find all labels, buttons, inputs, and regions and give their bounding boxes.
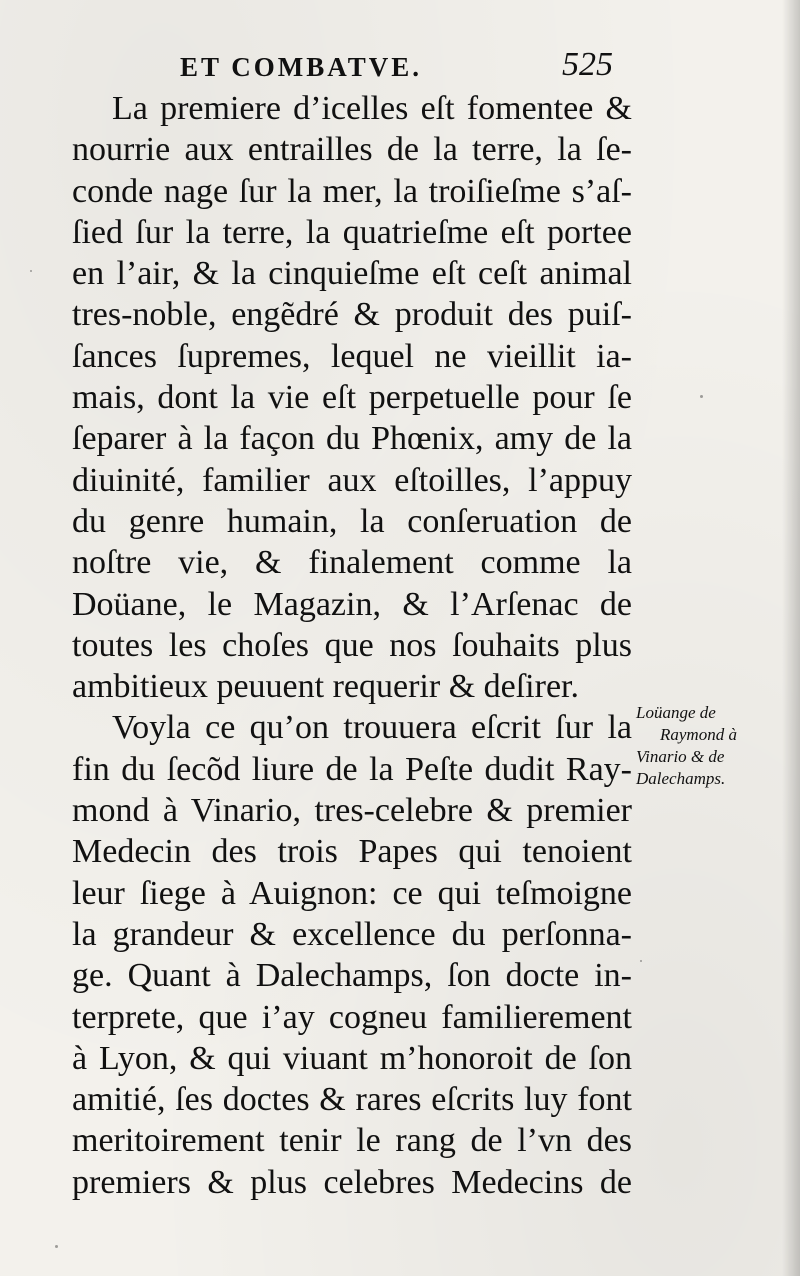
text-line: ſances ſupremes, lequel ne vieillit ia- bbox=[72, 337, 632, 375]
text-line: leur ſiege à Auignon: ce qui teſmoigne bbox=[72, 874, 632, 912]
text-line: Voyla ce qu’on trouuera eſcrit ſur la bbox=[112, 709, 632, 747]
margin-note-line: Loüange de bbox=[636, 703, 716, 722]
text-line: diuinité, familier aux eſtoilles, l’appuy bbox=[72, 461, 632, 499]
text-line: mais, dont la vie eſt perpetuelle pour ſe bbox=[72, 379, 632, 417]
page-edge-shadow bbox=[782, 0, 800, 1276]
margin-note-line: Dalechamps. bbox=[636, 769, 726, 788]
text-line: premiers & plus celebres Medecins de bbox=[72, 1163, 632, 1201]
text-line: à Lyon, & qui viuant m’honoroit de ſon bbox=[72, 1039, 632, 1077]
text-line: noſtre vie, & finalement comme la bbox=[72, 544, 632, 582]
text-line: amitié, ſes doctes & rares eſcrits luy font bbox=[72, 1081, 632, 1119]
text-line: du genre humain, la conſeruation de bbox=[72, 502, 632, 540]
margin-note-line: Raymond à bbox=[660, 725, 737, 744]
paper-speck bbox=[640, 960, 642, 962]
page-number: 525 bbox=[562, 46, 613, 83]
text-line: La premiere d’icelles eſt fomentee & bbox=[112, 90, 632, 127]
text-line: ge. Quant à Dalechamps, ſon docte in- bbox=[72, 957, 632, 995]
paper-speck bbox=[700, 395, 703, 398]
text-line: toutes les choſes que nos ſouhaits plus bbox=[72, 626, 632, 664]
text-line: Medecin des trois Papes qui tenoient bbox=[72, 833, 632, 871]
margin-note-line: Vinario & de bbox=[636, 747, 725, 766]
text-line: meritoirement tenir le rang de l’vn des bbox=[72, 1122, 632, 1160]
text-line: la grandeur & excellence du perſonna- bbox=[72, 915, 632, 953]
text-line: ſeparer à la façon du Phœnix, amy de la bbox=[72, 420, 632, 458]
running-title: ET COMBATVE. bbox=[180, 52, 423, 82]
text-line: Doüane, le Magazin, & l’Arſenac de bbox=[72, 585, 632, 623]
paper-speck bbox=[55, 1245, 58, 1248]
text-line: conde nage ſur la mer, la troiſieſme s’aſ- bbox=[72, 172, 632, 210]
text-line: terprete, que i’ay cogneu familierement bbox=[72, 998, 632, 1036]
body-text bbox=[72, 88, 632, 1203]
paper-speck bbox=[30, 270, 32, 272]
text-line: mond à Vinario, tres-celebre & premier bbox=[72, 792, 632, 830]
text-line: ſied ſur la terre, la quatrieſme eſt portee bbox=[72, 213, 632, 251]
margin-note bbox=[636, 702, 786, 790]
text-line: en l’air, & la cinquieſme eſt ceſt animal bbox=[72, 255, 632, 293]
text-line: nourrie aux entrailles de la terre, la ſe- bbox=[72, 131, 632, 169]
text-line: tres-noble, engẽdré & produit des puiſ- bbox=[72, 296, 632, 334]
text-line: ambitieux peuuent requerir & deſirer. bbox=[72, 668, 579, 706]
text-line: fin du ſecõd liure de la Peſte dudit Ray- bbox=[72, 750, 632, 788]
